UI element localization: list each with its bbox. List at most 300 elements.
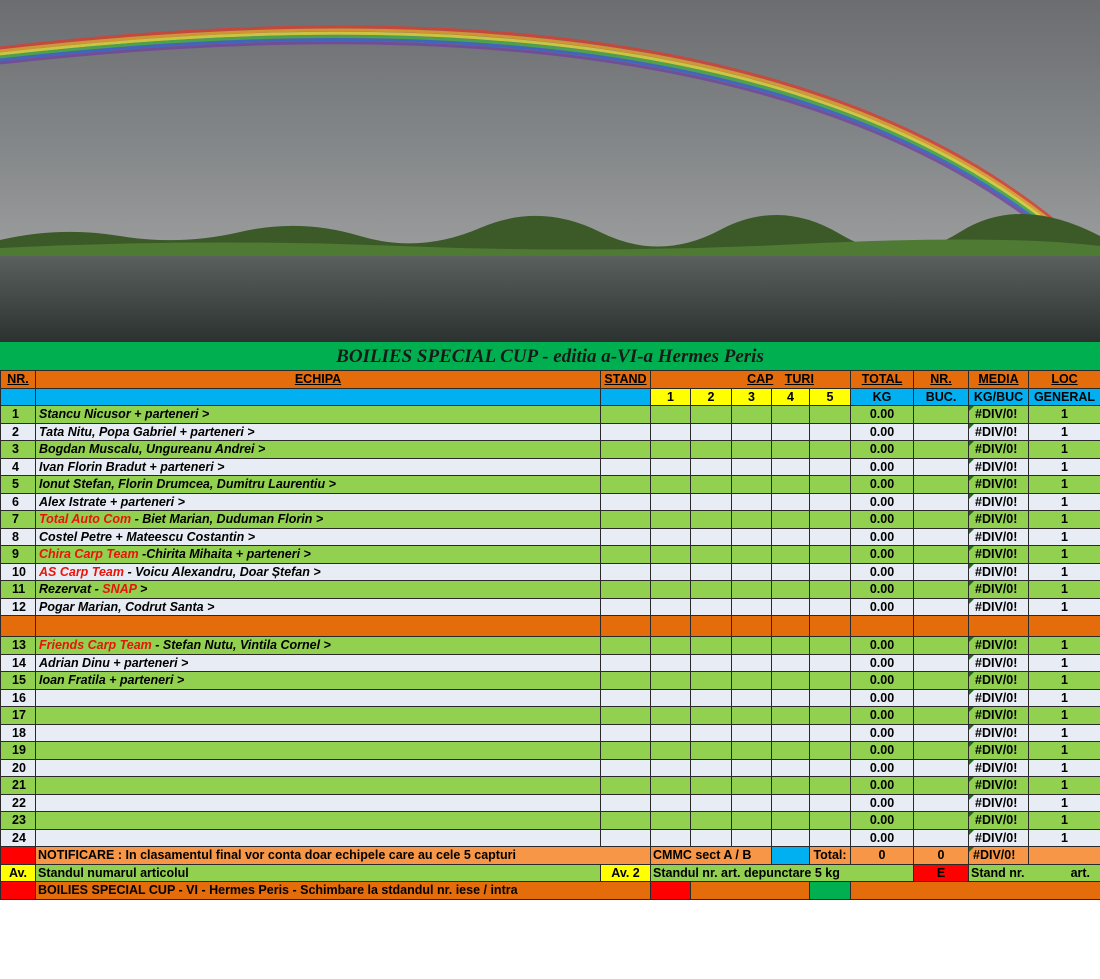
table-row [1, 511, 1100, 529]
row-total-kg: 0.00 [851, 423, 914, 441]
row-round-3 [732, 581, 772, 599]
row-loc: 1 [1029, 654, 1100, 672]
row-loc: 1 [1029, 476, 1100, 494]
row-nr-buc [914, 654, 969, 672]
team-name-part: Total Auto Com [39, 512, 135, 527]
row-media: #DIV/0! [969, 563, 1029, 581]
row-nr: 12 [1, 598, 36, 616]
row-round-3 [732, 794, 772, 812]
row-team [36, 707, 601, 725]
row-round-3 [732, 777, 772, 795]
table-row [1, 528, 1100, 546]
row-team [36, 441, 601, 459]
table-row [1, 794, 1100, 812]
row-nr-buc [914, 742, 969, 760]
row-nr-buc [914, 724, 969, 742]
col-cap-turi-header [651, 371, 851, 389]
row-round-2 [691, 441, 732, 459]
row-stand [601, 707, 651, 725]
round-5-header: 5 [810, 388, 851, 406]
row-team [36, 476, 601, 494]
team-name-part: > [139, 582, 148, 597]
row-nr-buc [914, 528, 969, 546]
team-name-part: - Voicu Alexandru, Doar Ștefan > [127, 564, 321, 579]
row-nr-buc [914, 441, 969, 459]
row-stand [601, 458, 651, 476]
row-round-4 [772, 777, 810, 795]
row-stand [601, 441, 651, 459]
row-total-kg: 0.00 [851, 759, 914, 777]
row-stand [601, 829, 651, 847]
standul-art-text: Standul nr. art. depunctare 5 kg [651, 864, 914, 882]
row-total-kg: 0.00 [851, 528, 914, 546]
row-stand [601, 689, 651, 707]
row-round-2 [691, 476, 732, 494]
separator-row [1, 616, 1100, 637]
row-team [36, 812, 601, 830]
row-stand [601, 423, 651, 441]
row-nr-buc [914, 689, 969, 707]
footer-row-notificare [1, 847, 1100, 865]
row-loc: 1 [1029, 759, 1100, 777]
row-round-1 [651, 707, 691, 725]
row-media: #DIV/0! [969, 724, 1029, 742]
row-nr: 21 [1, 777, 36, 795]
team-name-part: Alex Istrate + parteneri > [39, 494, 185, 509]
row-nr: 9 [1, 546, 36, 564]
team-name-part: Stancu Nicusor + parteneri > [39, 407, 210, 422]
row-team [36, 689, 601, 707]
row-round-3 [732, 511, 772, 529]
row-round-2 [691, 423, 732, 441]
row-total-kg: 0.00 [851, 829, 914, 847]
team-name-part: Ioan Fratila + parteneri > [39, 673, 185, 688]
row-team [36, 724, 601, 742]
row-nr-buc [914, 777, 969, 795]
row-team [36, 458, 601, 476]
row-round-1 [651, 672, 691, 690]
footer-row-avertisment [1, 864, 1100, 882]
row-total-kg: 0.00 [851, 441, 914, 459]
row-nr-buc [914, 563, 969, 581]
row-media: #DIV/0! [969, 829, 1029, 847]
row-round-4 [772, 724, 810, 742]
table-row [1, 777, 1100, 795]
row-round-2 [691, 458, 732, 476]
standings-table [0, 370, 1100, 900]
row-total-kg: 0.00 [851, 511, 914, 529]
total-label: Total: [810, 847, 851, 865]
row-stand [601, 511, 651, 529]
row-total-kg: 0.00 [851, 707, 914, 725]
row-round-3 [732, 493, 772, 511]
row-round-4 [772, 794, 810, 812]
row-team [36, 742, 601, 760]
row-media: #DIV/0! [969, 777, 1029, 795]
row-round-4 [772, 654, 810, 672]
row-total-kg: 0.00 [851, 654, 914, 672]
row-team [36, 511, 601, 529]
row-round-4 [772, 493, 810, 511]
row-round-3 [732, 829, 772, 847]
row-stand [601, 654, 651, 672]
row-nr: 17 [1, 707, 36, 725]
row-round-5 [810, 637, 851, 655]
row-round-2 [691, 581, 732, 599]
row-team [36, 423, 601, 441]
row-round-1 [651, 423, 691, 441]
row-total-kg: 0.00 [851, 598, 914, 616]
row-nr-buc [914, 794, 969, 812]
row-nr-buc [914, 707, 969, 725]
col-nr-buc-header: NR. [914, 371, 969, 389]
row-total-kg: 0.00 [851, 563, 914, 581]
row-round-4 [772, 423, 810, 441]
table-row [1, 707, 1100, 725]
row-round-4 [772, 458, 810, 476]
row-team [36, 672, 601, 690]
row-team [36, 654, 601, 672]
row-stand [601, 406, 651, 424]
row-media: #DIV/0! [969, 707, 1029, 725]
row-stand [601, 742, 651, 760]
row-round-1 [651, 689, 691, 707]
round-3-header: 3 [732, 388, 772, 406]
row-stand [601, 777, 651, 795]
row-round-2 [691, 707, 732, 725]
row-nr: 19 [1, 742, 36, 760]
team-name-part: Ivan Florin Bradut + parteneri > [39, 459, 225, 474]
row-round-3 [732, 707, 772, 725]
row-stand [601, 546, 651, 564]
schimbare-text: BOILIES SPECIAL CUP - VI - Hermes Peris - Schimbare la stdandul nr. iese / intra [36, 882, 651, 900]
row-loc: 1 [1029, 829, 1100, 847]
row-round-5 [810, 689, 851, 707]
notificare-text: NOTIFICARE : In clasamentul final vor conta doar echipele care au cele 5 capturi [36, 847, 651, 865]
row-media: #DIV/0! [969, 441, 1029, 459]
red-marker-cell-3 [651, 882, 691, 900]
general-subheader: GENERAL [1029, 388, 1100, 406]
row-nr-buc [914, 458, 969, 476]
row-media: #DIV/0! [969, 493, 1029, 511]
team-name-part: Pogar Marian, Codrut Santa > [39, 599, 215, 614]
row-nr-buc [914, 812, 969, 830]
row-round-4 [772, 476, 810, 494]
row-round-3 [732, 406, 772, 424]
team-name-part: - Biet Marian, Duduman Florin > [134, 512, 324, 527]
table-row [1, 829, 1100, 847]
row-nr-buc [914, 637, 969, 655]
row-team [36, 563, 601, 581]
row-nr-buc [914, 511, 969, 529]
row-loc: 1 [1029, 493, 1100, 511]
row-total-kg: 0.00 [851, 406, 914, 424]
row-loc: 1 [1029, 406, 1100, 424]
col-stand-header: STAND [601, 371, 651, 389]
row-round-4 [772, 406, 810, 424]
row-loc: 1 [1029, 689, 1100, 707]
kgbuc-subheader: KG/BUC [969, 388, 1029, 406]
row-round-3 [732, 689, 772, 707]
table-row [1, 406, 1100, 424]
row-team [36, 759, 601, 777]
row-round-1 [651, 812, 691, 830]
row-loc: 1 [1029, 581, 1100, 599]
row-team [36, 598, 601, 616]
row-round-4 [772, 528, 810, 546]
footer-total-media: #DIV/0! [969, 847, 1029, 865]
stand-nr-art-cell [969, 864, 1100, 882]
row-round-1 [651, 563, 691, 581]
row-round-5 [810, 528, 851, 546]
col-total-header: TOTAL [851, 371, 914, 389]
row-round-2 [691, 546, 732, 564]
row-round-1 [651, 458, 691, 476]
row-media: #DIV/0! [969, 476, 1029, 494]
row-nr-buc [914, 829, 969, 847]
footer-total-buc: 0 [914, 847, 969, 865]
row-loc: 1 [1029, 794, 1100, 812]
row-nr-buc [914, 598, 969, 616]
row-round-3 [732, 528, 772, 546]
row-loc: 1 [1029, 528, 1100, 546]
lake-rainbow-image [0, 0, 1100, 342]
row-round-2 [691, 637, 732, 655]
row-media: #DIV/0! [969, 406, 1029, 424]
table-row [1, 812, 1100, 830]
row-team [36, 829, 601, 847]
cap-label: CAP [747, 372, 774, 387]
row-round-3 [732, 598, 772, 616]
buc-subheader: BUC. [914, 388, 969, 406]
row-nr-buc [914, 581, 969, 599]
av1-cell: Av. [1, 864, 36, 882]
row-loc: 1 [1029, 598, 1100, 616]
row-loc: 1 [1029, 724, 1100, 742]
row-nr-buc [914, 476, 969, 494]
row-media: #DIV/0! [969, 458, 1029, 476]
row-round-4 [772, 742, 810, 760]
row-round-2 [691, 672, 732, 690]
row-round-1 [651, 528, 691, 546]
green-marker-cell [810, 882, 851, 900]
table-row [1, 563, 1100, 581]
row-round-1 [651, 794, 691, 812]
row-round-3 [732, 759, 772, 777]
table-row [1, 689, 1100, 707]
row-team [36, 493, 601, 511]
row-round-2 [691, 812, 732, 830]
row-nr: 1 [1, 406, 36, 424]
turi-label: TURI [784, 372, 814, 387]
row-nr: 18 [1, 724, 36, 742]
row-round-3 [732, 546, 772, 564]
row-round-4 [772, 563, 810, 581]
art-label: art. [1070, 865, 1091, 880]
row-stand [601, 581, 651, 599]
table-row [1, 493, 1100, 511]
row-stand [601, 759, 651, 777]
row-round-2 [691, 598, 732, 616]
subheader-row [1, 388, 1100, 406]
row-round-3 [732, 654, 772, 672]
row-round-5 [810, 672, 851, 690]
row-round-1 [651, 724, 691, 742]
row-loc: 1 [1029, 672, 1100, 690]
row-round-1 [651, 406, 691, 424]
row-team [36, 637, 601, 655]
row-round-3 [732, 563, 772, 581]
row-media: #DIV/0! [969, 528, 1029, 546]
row-media: #DIV/0! [969, 581, 1029, 599]
row-loc: 1 [1029, 742, 1100, 760]
row-nr-buc [914, 672, 969, 690]
team-name-part: Friends Carp Team [39, 638, 156, 653]
row-total-kg: 0.00 [851, 458, 914, 476]
row-nr: 4 [1, 458, 36, 476]
row-media: #DIV/0! [969, 546, 1029, 564]
row-stand [601, 493, 651, 511]
row-round-2 [691, 829, 732, 847]
team-name-part: Costel Petre + Mateescu Costantin > [39, 529, 256, 544]
row-nr: 10 [1, 563, 36, 581]
table-row [1, 476, 1100, 494]
team-name-part: Rezervat - [39, 582, 103, 597]
row-round-2 [691, 406, 732, 424]
row-nr-buc [914, 423, 969, 441]
row-media: #DIV/0! [969, 794, 1029, 812]
row-round-4 [772, 707, 810, 725]
row-media: #DIV/0! [969, 759, 1029, 777]
red-marker-cell [1, 847, 36, 865]
row-round-2 [691, 759, 732, 777]
row-nr: 11 [1, 581, 36, 599]
row-nr-buc [914, 406, 969, 424]
row-round-2 [691, 563, 732, 581]
team-name-part: - Stefan Nutu, Vintila Cornel > [155, 638, 331, 653]
table-row [1, 742, 1100, 760]
row-media: #DIV/0! [969, 511, 1029, 529]
av2-cell: Av. 2 [601, 864, 651, 882]
row-round-4 [772, 637, 810, 655]
table-row [1, 759, 1100, 777]
row-round-5 [810, 742, 851, 760]
row-nr-buc [914, 759, 969, 777]
row-round-5 [810, 493, 851, 511]
table-row [1, 458, 1100, 476]
table-row [1, 654, 1100, 672]
row-round-2 [691, 742, 732, 760]
row-nr: 7 [1, 511, 36, 529]
table-row [1, 637, 1100, 655]
row-round-5 [810, 441, 851, 459]
row-stand [601, 528, 651, 546]
row-round-5 [810, 423, 851, 441]
row-round-2 [691, 777, 732, 795]
row-nr: 23 [1, 812, 36, 830]
row-nr: 8 [1, 528, 36, 546]
row-round-1 [651, 581, 691, 599]
row-total-kg: 0.00 [851, 794, 914, 812]
row-round-5 [810, 654, 851, 672]
page-title: BOILIES SPECIAL CUP - editia a-VI-a Hermes Peris [0, 342, 1100, 370]
row-round-2 [691, 794, 732, 812]
row-round-4 [772, 812, 810, 830]
footer-total-kg: 0 [851, 847, 914, 865]
row-total-kg: 0.00 [851, 476, 914, 494]
table-row [1, 598, 1100, 616]
red-marker-cell-2 [1, 882, 36, 900]
row-round-3 [732, 441, 772, 459]
row-round-1 [651, 654, 691, 672]
row-total-kg: 0.00 [851, 581, 914, 599]
row-round-3 [732, 742, 772, 760]
row-round-1 [651, 441, 691, 459]
row-total-kg: 0.00 [851, 689, 914, 707]
row-stand [601, 598, 651, 616]
table-row [1, 423, 1100, 441]
row-loc: 1 [1029, 563, 1100, 581]
row-nr: 3 [1, 441, 36, 459]
table-row [1, 441, 1100, 459]
row-round-1 [651, 777, 691, 795]
row-round-3 [732, 423, 772, 441]
row-nr: 2 [1, 423, 36, 441]
team-name-part: -Chirita Mihaita + parteneri > [142, 547, 311, 562]
row-round-4 [772, 581, 810, 599]
row-nr: 6 [1, 493, 36, 511]
row-round-5 [810, 812, 851, 830]
row-media: #DIV/0! [969, 742, 1029, 760]
row-team [36, 581, 601, 599]
row-round-5 [810, 707, 851, 725]
row-stand [601, 794, 651, 812]
table-row [1, 546, 1100, 564]
kg-subheader: KG [851, 388, 914, 406]
row-round-4 [772, 441, 810, 459]
team-name-part: Chira Carp Team [39, 547, 143, 562]
row-round-4 [772, 511, 810, 529]
row-round-5 [810, 511, 851, 529]
standul-numarul-text: Standul numarul articolul [36, 864, 601, 882]
team-name-part: Bogdan Muscalu, Ungureanu Andrei > [39, 442, 266, 457]
row-media: #DIV/0! [969, 598, 1029, 616]
row-loc: 1 [1029, 511, 1100, 529]
row-team [36, 406, 601, 424]
row-round-4 [772, 759, 810, 777]
row-round-2 [691, 689, 732, 707]
row-total-kg: 0.00 [851, 742, 914, 760]
row-loc: 1 [1029, 423, 1100, 441]
col-media-header: MEDIA [969, 371, 1029, 389]
row-stand [601, 672, 651, 690]
row-round-3 [732, 812, 772, 830]
row-nr-buc [914, 546, 969, 564]
row-stand [601, 637, 651, 655]
row-round-5 [810, 794, 851, 812]
row-total-kg: 0.00 [851, 724, 914, 742]
row-total-kg: 0.00 [851, 777, 914, 795]
row-stand [601, 476, 651, 494]
row-round-4 [772, 598, 810, 616]
row-media: #DIV/0! [969, 689, 1029, 707]
row-round-3 [732, 724, 772, 742]
table-row [1, 581, 1100, 599]
row-loc: 1 [1029, 546, 1100, 564]
e-cell: E [914, 864, 969, 882]
row-round-3 [732, 637, 772, 655]
header-row [1, 371, 1100, 389]
